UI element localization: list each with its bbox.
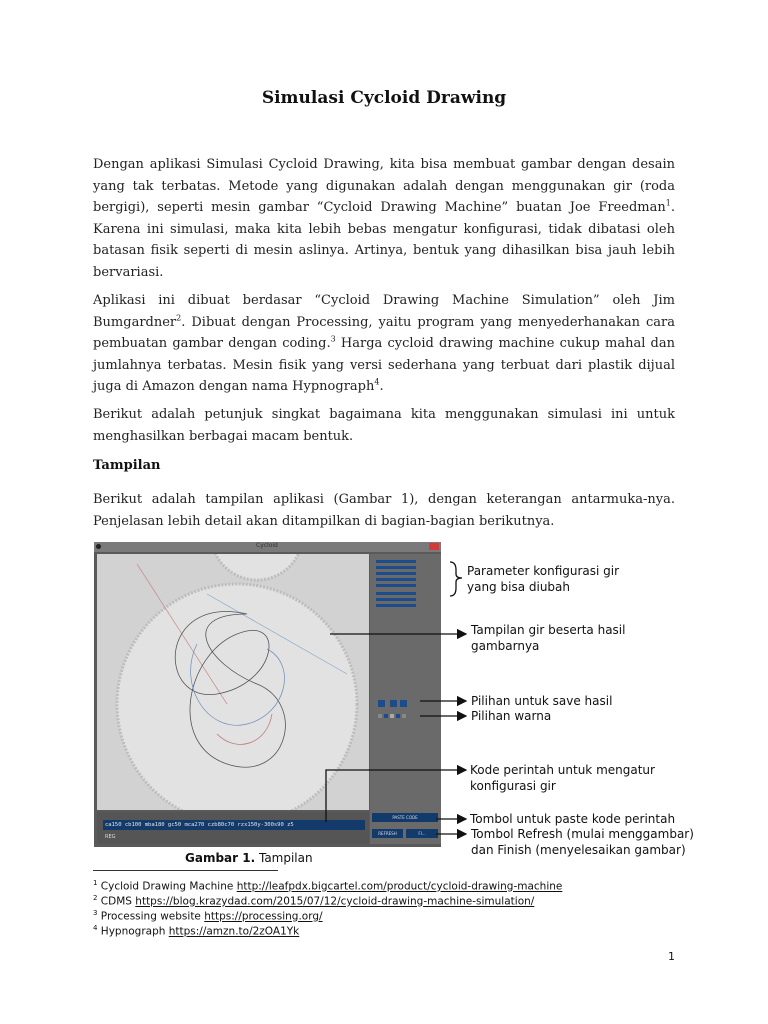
section-heading: Tampilan xyxy=(93,458,161,473)
command-input[interactable]: ca150 cb100 mba180 gc50 mca270 czb80c70 rzx150y-300s90 z5 xyxy=(103,820,365,830)
annotation-refresh-finish xyxy=(471,826,694,858)
footnote-ref: 1 xyxy=(665,198,671,208)
param-slider[interactable] xyxy=(376,578,416,581)
annotation-text: gambarnya xyxy=(471,639,540,653)
annotation-save: Pilihan untuk save hasil xyxy=(471,694,613,708)
footnote-number: 3 xyxy=(93,909,98,917)
paste-code-button[interactable]: PASTE CODE xyxy=(372,813,438,822)
annotation-text: Kode perintah untuk mengatur xyxy=(470,763,655,777)
annotation-text: konfigurasi gir xyxy=(470,779,556,793)
caption-label: Gambar 1. xyxy=(185,851,256,865)
footnote-text: Cycloid Drawing Machine xyxy=(97,880,237,893)
annotation-text: Tombol Refresh (mulai menggambar) xyxy=(471,827,694,841)
paragraph-text: . xyxy=(379,379,384,394)
footnote-text: Processing website xyxy=(97,910,205,923)
footnote-4 xyxy=(93,921,299,939)
save-option-button[interactable] xyxy=(378,700,385,707)
command-bar xyxy=(97,812,369,844)
footnote-text: CDMS xyxy=(97,895,136,908)
close-icon[interactable] xyxy=(429,543,439,550)
param-slider[interactable] xyxy=(376,592,416,595)
annotation-text: Tampilan gir beserta hasil xyxy=(471,623,626,637)
app-screenshot xyxy=(94,542,441,847)
annotation-gear-view xyxy=(471,622,625,654)
gear-drawing xyxy=(97,554,369,810)
footnote-link[interactable]: https://processing.org/ xyxy=(204,910,323,923)
footnote-divider xyxy=(93,870,278,871)
footnote-text: Hypnograph xyxy=(97,925,169,938)
color-swatch[interactable] xyxy=(396,714,400,718)
window-title: Cycloid xyxy=(256,542,278,549)
color-swatch[interactable] xyxy=(390,714,394,718)
paragraph-display: Berikut adalah tampilan aplikasi (Gambar 1), dengan keterangan antarmuka-nya. Penjelasan lebih detail akan ditampilkan di bagian-bagian berikutnya. xyxy=(93,492,675,529)
footnote-link[interactable]: http://leafpdx.bigcartel.com/product/cycloid-drawing-machine xyxy=(236,880,563,893)
footnote-link[interactable]: https://blog.krazydad.com/2015/07/12/cycloid-drawing-machine-simulation/ xyxy=(135,895,535,908)
small-gear xyxy=(211,554,303,580)
save-option-button[interactable] xyxy=(400,700,407,707)
footnote-number: 2 xyxy=(93,894,98,902)
color-swatch[interactable] xyxy=(384,714,388,718)
paragraph-intro xyxy=(93,154,675,283)
command-label: REG xyxy=(105,834,116,840)
footnote-number: 4 xyxy=(93,924,98,932)
save-option-button[interactable] xyxy=(390,700,397,707)
large-gear xyxy=(117,584,357,810)
annotation-command xyxy=(470,762,655,794)
footnote-ref: 3 xyxy=(330,334,336,344)
brace-icon xyxy=(450,562,462,596)
param-slider[interactable] xyxy=(376,572,416,575)
color-swatch[interactable] xyxy=(378,714,382,718)
page-number: 1 xyxy=(668,950,675,963)
figure-caption xyxy=(185,851,313,865)
drawing-canvas[interactable] xyxy=(97,554,369,810)
paragraph-text: Harga cycloid drawing machine cukup mahal dan jumlahnya terbatas. Mesin fisik yang versi sederhana yang terbuat dari plastik dijual juga di Amazon dengan nama Hypnograph xyxy=(93,336,675,394)
control-sidebar xyxy=(370,554,441,844)
annotation-text: yang bisa diubah xyxy=(467,580,570,594)
annotation-parameters xyxy=(467,563,619,595)
footnote-ref: 4 xyxy=(374,377,380,387)
paragraph-text: . Dibuat dengan Processing, yaitu program yang menyederhanakan cara pembuatan gambar dengan coding. xyxy=(93,314,675,351)
param-slider[interactable] xyxy=(376,584,416,587)
paragraph-text: . Karena ini simulasi, maka kita lebih bebas mengatur konfigurasi, tidak dibatasi oleh batasan fisik seperti di mesin aslinya. Artinya, bentuk yang dihasilkan bisa jauh lebih bervariasi. xyxy=(93,200,675,280)
window-titlebar xyxy=(94,542,441,552)
param-slider[interactable] xyxy=(376,560,416,563)
paragraph-guide: Berikut adalah petunjuk singkat bagaimana kita menggunakan simulasi ini untuk menghasilkan berbagai macam bentuk. xyxy=(93,407,675,444)
annotation-text: Parameter konfigurasi gir xyxy=(467,564,620,578)
paragraph-text: Aplikasi ini dibuat berdasar “Cycloid Drawing Machine Simulation” oleh Jim Bumgardner xyxy=(93,293,675,330)
finish-button[interactable]: FI... xyxy=(406,829,438,838)
color-swatch[interactable] xyxy=(402,714,406,718)
document-title: Simulasi Cycloid Drawing xyxy=(261,88,507,108)
annotation-paste: Tombol untuk paste kode perintah xyxy=(470,812,676,826)
param-slider[interactable] xyxy=(376,598,416,601)
footnote-link[interactable]: https://amzn.to/2zOA1Yk xyxy=(168,925,300,938)
refresh-button[interactable]: REFRESH xyxy=(372,829,403,838)
caption-text: Tampilan xyxy=(255,851,313,865)
paragraph-text: Dengan aplikasi Simulasi Cycloid Drawing, kita bisa membuat gambar dengan desain yang tak terbatas. Metode yang digunakan adalah dengan menggunakan gir (roda bergigi), seperti mesin gambar “Cycloid Drawing Machine” buatan Joe Freedman xyxy=(93,157,675,215)
footnote-number: 1 xyxy=(93,879,98,887)
footnote-ref: 2 xyxy=(176,313,182,323)
paragraph-origin xyxy=(93,290,675,398)
annotation-color: Pilihan warna xyxy=(471,709,552,723)
param-slider[interactable] xyxy=(376,566,416,569)
app-icon xyxy=(96,544,101,549)
annotation-text: dan Finish (menyelesaikan gambar) xyxy=(471,843,686,857)
param-slider[interactable] xyxy=(376,604,416,607)
